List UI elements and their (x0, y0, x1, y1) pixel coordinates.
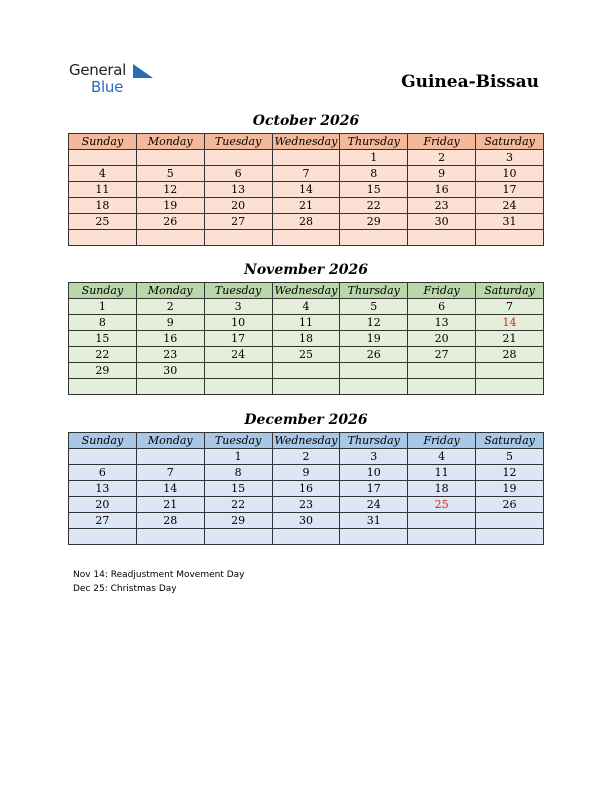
day-cell: 16 (136, 331, 204, 347)
day-cell (476, 513, 544, 529)
week-row (69, 529, 544, 545)
day-cell: 22 (204, 497, 272, 513)
weekday-header: Friday (408, 134, 476, 150)
weekday-header: Tuesday (204, 134, 272, 150)
day-cell: 23 (136, 347, 204, 363)
weekday-header-row (69, 433, 544, 449)
day-cell (408, 379, 476, 395)
day-cell (408, 230, 476, 246)
day-cell: 8 (204, 465, 272, 481)
day-cell: 28 (136, 513, 204, 529)
day-cell (340, 363, 408, 379)
day-cell: 15 (204, 481, 272, 497)
day-cell: 18 (69, 198, 137, 214)
weekday-header: Tuesday (204, 283, 272, 299)
day-cell (272, 230, 340, 246)
weekday-header: Friday (408, 433, 476, 449)
day-cell: 29 (204, 513, 272, 529)
country-title: Guinea-Bissau (401, 72, 539, 92)
day-cell: 12 (476, 465, 544, 481)
week-row (69, 198, 544, 214)
weekday-header-row (69, 134, 544, 150)
holiday-note: Nov 14: Readjustment Movement Day (73, 570, 245, 580)
calendar-december (68, 432, 544, 545)
day-cell: 17 (340, 481, 408, 497)
day-cell (340, 529, 408, 545)
day-cell: 21 (136, 497, 204, 513)
month-title-october: October 2026 (252, 113, 360, 129)
day-cell: 25 (69, 214, 137, 230)
day-cell: 2 (408, 150, 476, 166)
week-row (69, 214, 544, 230)
week-row (69, 481, 544, 497)
day-cell (272, 363, 340, 379)
day-cell: 22 (340, 198, 408, 214)
day-cell: 30 (136, 363, 204, 379)
day-cell: 12 (340, 315, 408, 331)
day-cell: 6 (204, 166, 272, 182)
weekday-header: Monday (136, 134, 204, 150)
weekday-header: Thursday (340, 134, 408, 150)
day-cell: 19 (476, 481, 544, 497)
weekday-header: Sunday (69, 134, 137, 150)
weekday-header: Friday (408, 283, 476, 299)
day-cell: 24 (340, 497, 408, 513)
day-cell: 11 (408, 465, 476, 481)
day-cell: 3 (204, 299, 272, 315)
logo-general-text: General (69, 61, 127, 79)
day-cell: 11 (272, 315, 340, 331)
day-cell: 30 (272, 513, 340, 529)
day-cell: 1 (204, 449, 272, 465)
day-cell: 28 (476, 347, 544, 363)
week-row (69, 363, 544, 379)
week-row (69, 379, 544, 395)
day-cell: 23 (408, 198, 476, 214)
week-row (69, 331, 544, 347)
day-cell: 1 (69, 299, 137, 315)
day-cell (476, 363, 544, 379)
holiday-notes (73, 568, 245, 596)
day-cell: 2 (272, 449, 340, 465)
month-title-december: December 2026 (244, 412, 368, 428)
day-cell: 27 (408, 347, 476, 363)
weekday-header: Wednesday (272, 283, 340, 299)
day-cell (476, 529, 544, 545)
day-cell: 24 (204, 347, 272, 363)
day-cell: 10 (204, 315, 272, 331)
week-row (69, 497, 544, 513)
day-cell: 16 (272, 481, 340, 497)
day-cell (204, 230, 272, 246)
day-cell: 5 (136, 166, 204, 182)
day-cell (69, 150, 137, 166)
week-row (69, 449, 544, 465)
day-cell: 17 (204, 331, 272, 347)
day-cell: 19 (340, 331, 408, 347)
day-cell: 25 (272, 347, 340, 363)
day-cell: 13 (204, 182, 272, 198)
week-row (69, 315, 544, 331)
weekday-header: Sunday (69, 283, 137, 299)
day-cell: 29 (340, 214, 408, 230)
day-cell: 30 (408, 214, 476, 230)
day-cell: 14 (272, 182, 340, 198)
day-cell: 13 (408, 315, 476, 331)
day-cell: 31 (476, 214, 544, 230)
day-cell: 6 (408, 299, 476, 315)
day-cell: 22 (69, 347, 137, 363)
weekday-header: Thursday (340, 283, 408, 299)
day-cell: 8 (340, 166, 408, 182)
weekday-header: Wednesday (272, 433, 340, 449)
day-cell: 26 (136, 214, 204, 230)
day-cell: 28 (272, 214, 340, 230)
day-cell: 1 (340, 150, 408, 166)
day-cell: 3 (476, 150, 544, 166)
day-cell: 6 (69, 465, 137, 481)
day-cell: 25 (408, 497, 476, 513)
day-cell (69, 379, 137, 395)
week-row (69, 182, 544, 198)
day-cell: 16 (408, 182, 476, 198)
day-cell (476, 379, 544, 395)
day-cell (340, 230, 408, 246)
day-cell: 21 (272, 198, 340, 214)
day-cell: 4 (272, 299, 340, 315)
day-cell: 15 (340, 182, 408, 198)
day-cell: 19 (136, 198, 204, 214)
day-cell: 20 (204, 198, 272, 214)
day-cell: 9 (272, 465, 340, 481)
day-cell (204, 379, 272, 395)
day-cell (408, 529, 476, 545)
weekday-header: Monday (136, 433, 204, 449)
weekday-header: Saturday (476, 134, 544, 150)
day-cell: 21 (476, 331, 544, 347)
day-cell: 20 (69, 497, 137, 513)
week-row (69, 166, 544, 182)
day-cell: 20 (408, 331, 476, 347)
weekday-header: Wednesday (272, 134, 340, 150)
day-cell: 3 (340, 449, 408, 465)
weekday-header: Saturday (476, 283, 544, 299)
day-cell: 10 (476, 166, 544, 182)
day-cell (272, 150, 340, 166)
day-cell (272, 379, 340, 395)
day-cell: 18 (272, 331, 340, 347)
day-cell (408, 363, 476, 379)
holiday-note: Dec 25: Christmas Day (73, 584, 177, 594)
day-cell (408, 513, 476, 529)
weekday-header-row (69, 283, 544, 299)
weekday-header: Saturday (476, 433, 544, 449)
week-row (69, 513, 544, 529)
day-cell: 29 (69, 363, 137, 379)
day-cell (204, 150, 272, 166)
day-cell (136, 150, 204, 166)
day-cell: 13 (69, 481, 137, 497)
day-cell: 11 (69, 182, 137, 198)
logo (69, 60, 169, 96)
day-cell: 31 (340, 513, 408, 529)
day-cell: 4 (69, 166, 137, 182)
week-row (69, 347, 544, 363)
day-cell (204, 529, 272, 545)
day-cell: 4 (408, 449, 476, 465)
day-cell: 8 (69, 315, 137, 331)
day-cell: 15 (69, 331, 137, 347)
day-cell: 26 (476, 497, 544, 513)
week-row (69, 465, 544, 481)
day-cell (136, 230, 204, 246)
weekday-header: Thursday (340, 433, 408, 449)
day-cell (340, 379, 408, 395)
day-cell: 14 (136, 481, 204, 497)
day-cell: 5 (340, 299, 408, 315)
day-cell: 27 (69, 513, 137, 529)
day-cell: 26 (340, 347, 408, 363)
week-row (69, 150, 544, 166)
day-cell: 18 (408, 481, 476, 497)
day-cell: 17 (476, 182, 544, 198)
day-cell: 7 (272, 166, 340, 182)
weekday-header: Sunday (69, 433, 137, 449)
month-title-november: November 2026 (244, 262, 368, 278)
day-cell: 5 (476, 449, 544, 465)
calendar-november (68, 282, 544, 395)
day-cell: 2 (136, 299, 204, 315)
week-row (69, 299, 544, 315)
day-cell (69, 230, 137, 246)
day-cell (136, 529, 204, 545)
day-cell: 7 (136, 465, 204, 481)
day-cell: 9 (408, 166, 476, 182)
day-cell (136, 379, 204, 395)
day-cell (272, 529, 340, 545)
day-cell: 9 (136, 315, 204, 331)
day-cell: 7 (476, 299, 544, 315)
day-cell (69, 449, 137, 465)
day-cell: 10 (340, 465, 408, 481)
day-cell: 12 (136, 182, 204, 198)
day-cell: 23 (272, 497, 340, 513)
day-cell (204, 363, 272, 379)
day-cell (476, 230, 544, 246)
day-cell: 24 (476, 198, 544, 214)
weekday-header: Monday (136, 283, 204, 299)
week-row (69, 230, 544, 246)
day-cell (69, 529, 137, 545)
calendar-october (68, 133, 544, 246)
logo-blue-text: Blue (91, 78, 123, 96)
weekday-header: Tuesday (204, 433, 272, 449)
day-cell (136, 449, 204, 465)
day-cell: 27 (204, 214, 272, 230)
logo-triangle-icon (133, 64, 153, 78)
day-cell: 14 (476, 315, 544, 331)
